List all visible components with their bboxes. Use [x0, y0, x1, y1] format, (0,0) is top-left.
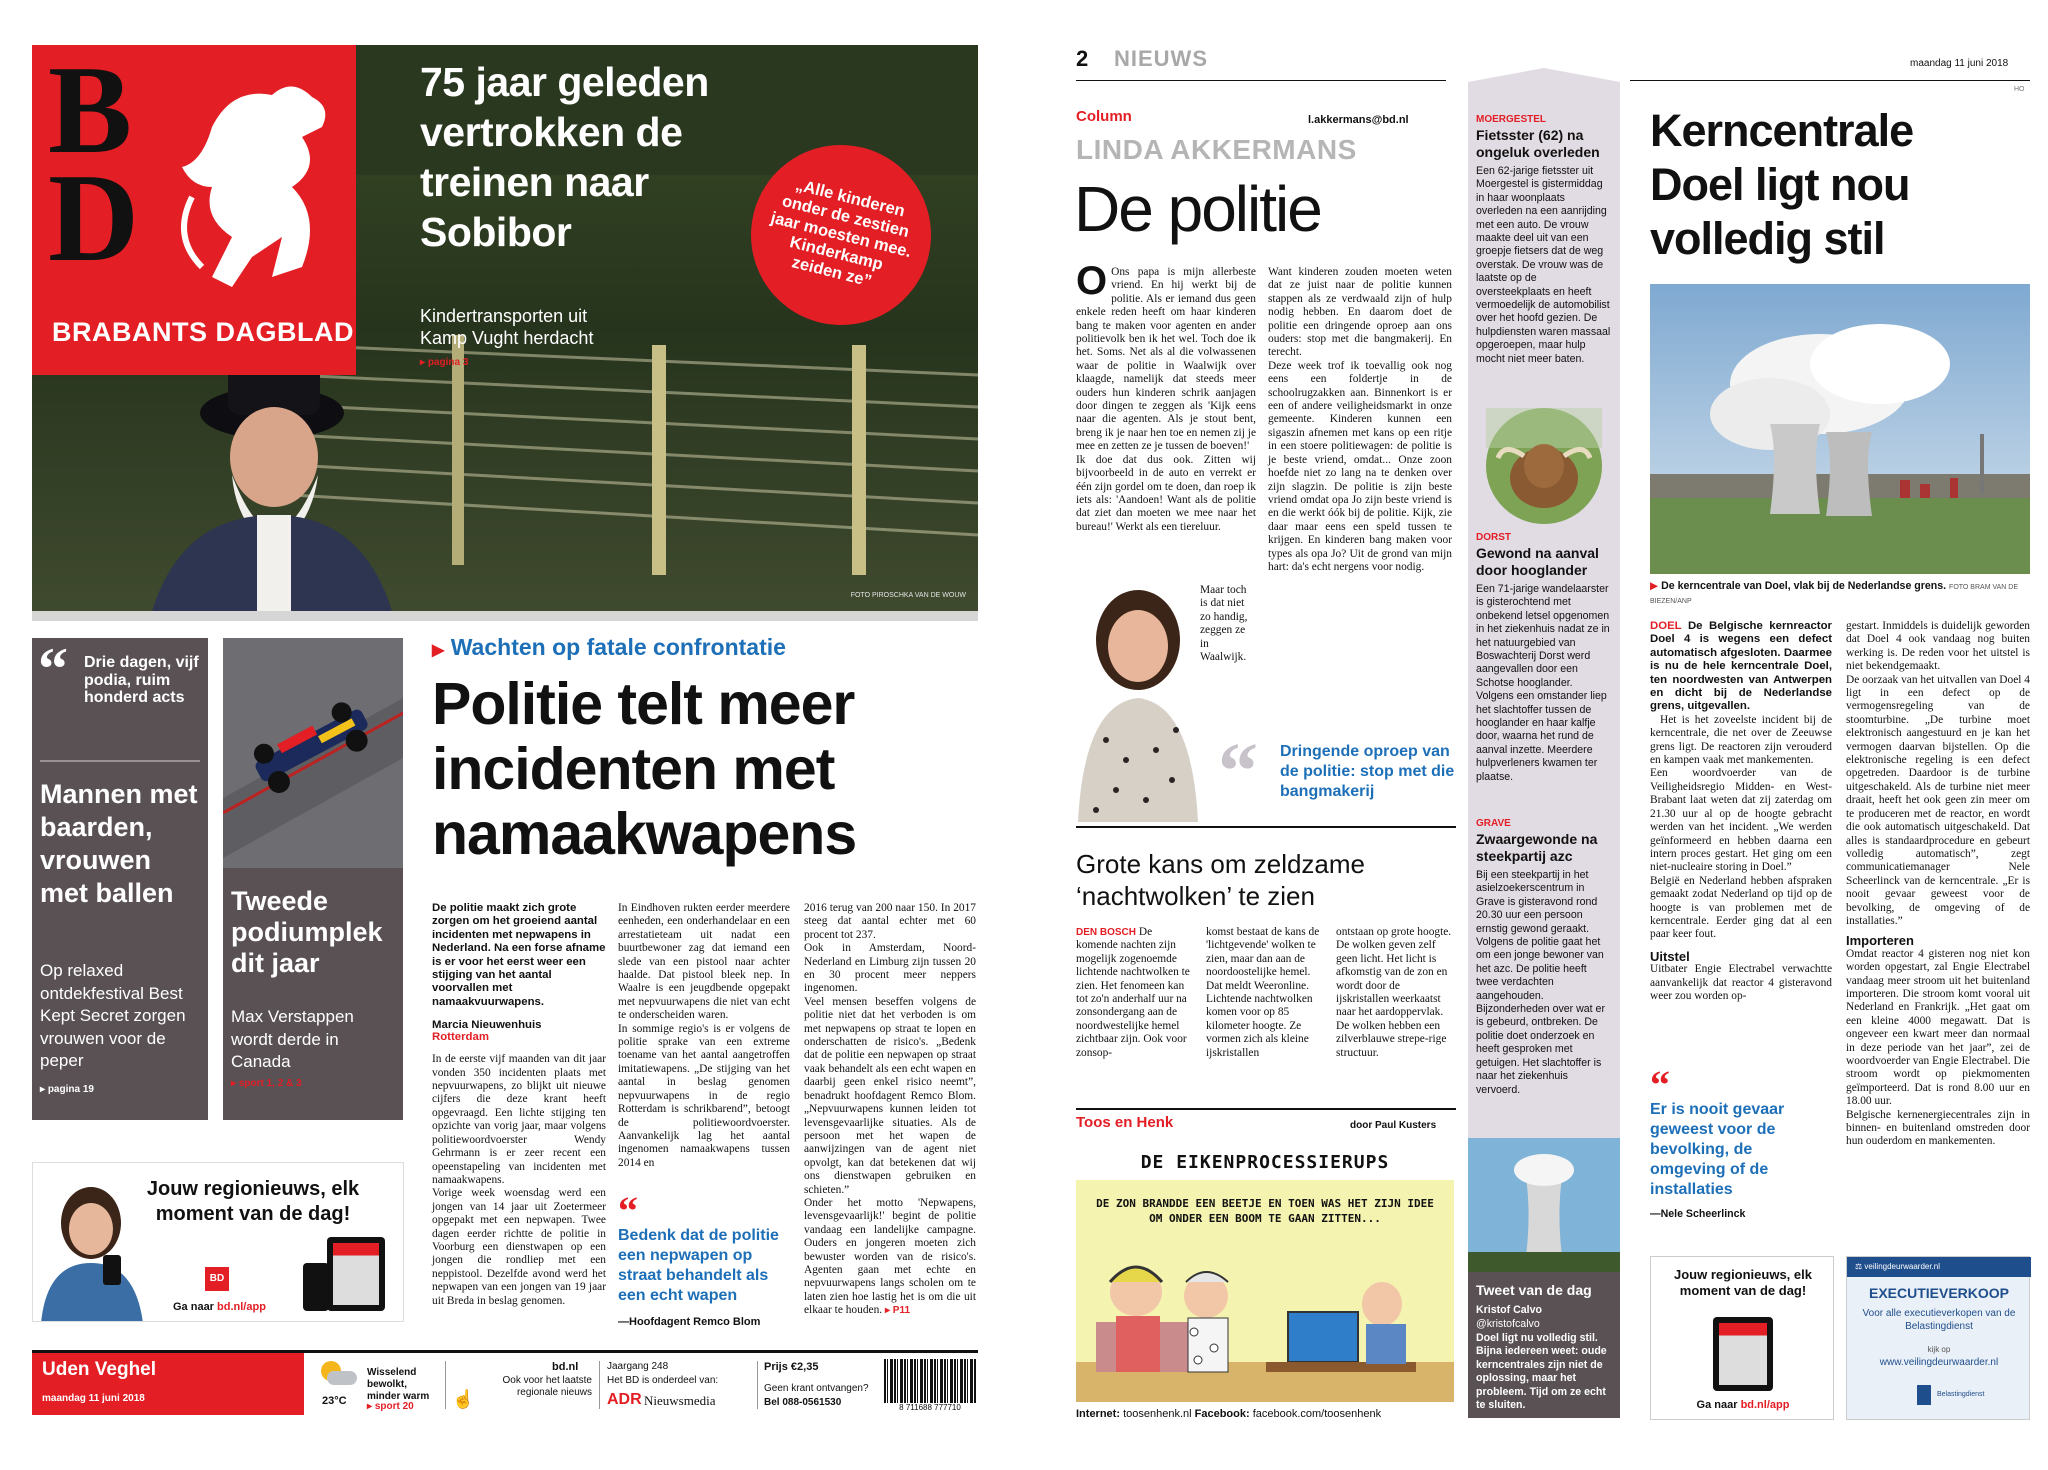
- doel-sub2: Importeren: [1846, 933, 1914, 949]
- news-sidebar: [1468, 60, 1620, 1418]
- main-col1: [432, 902, 606, 1308]
- brief-2[interactable]: [1476, 532, 1612, 784]
- teaser-festival-headline: Mannen met baarden, vrouwen met ballen: [40, 779, 198, 908]
- doel-sub2-text: Omdat reactor 4 gisteren nog niet kon worden opgestart, zal Engie Electrabel vandaag meer stroom uit het buitenland importeren. Die stroom komt vooral uit Nederland en Frankrijk. „Het gaat om een kleine 4000 megawatt. Dat is ongeveer een kwart meer dan normaal in deze periode van het jaar”, zei de woordvoerder van Engie Electrabel. Die stroom wordt op piekmomenten geïmporteerd. Dat is rond 8.00 uur en 18.00 uur. Belgische kernenergiecentrales zijn in binnen- en buitenland omstreden door hun ouderdom en mankementen.: [1846, 947, 2030, 1148]
- app-ad-small[interactable]: [1650, 1256, 1834, 1420]
- doel-headline: Kerncentrale Doel ligt nou volledig stil: [1650, 105, 1914, 264]
- main-location: Rotterdam: [432, 1031, 489, 1044]
- teaser-festival-text: Op relaxed ontdekfestival Best Kept Secret zorgen vrouwen voor de peper: [40, 961, 186, 1070]
- barcode-number: 8 711688 777710: [899, 1403, 961, 1412]
- column-body-col1-text: Ons papa is mijn allerbeste vriend. En hij werkt bij de politie. Als er iemand dus geen enkele reden heeft om haar kinderen bang te maken voor agenten en ander politievolk ben ik het wel. Toch doe ik het. Soms. Net als al die volwassenen waar de politie in Waalwijk over klaagde, namelijk dat steeds meer ouders hun kinderen schrik aanjagen door dingen te zeggen als 'Kijk eens naar die agenten. Als je stout bent, breng ik je naar hen toe en nemen zij je mee en zetten ze je tussen de boeven!' Ik doe dat dus ook. Zitten wij bijvoorbeeld in de auto en verrekt er één zijn gordel om te doen, dan roep ik iets als: 'Aandoen! Want als de politie dat ziet dan moeten we mee naar het bureau!' Werkt als een tiereluur.: [1076, 266, 1256, 533]
- tweet-handle: @kristofcalvo: [1476, 1318, 1540, 1330]
- doel-caption: [1650, 580, 2030, 608]
- doel-col2: [1846, 620, 2030, 1149]
- brief-1-place: MOERGESTEL: [1476, 114, 1547, 125]
- page-two: [1010, 0, 2048, 1470]
- main-byline: Marcia Nieuwenhuis: [432, 1019, 542, 1032]
- quote-icon: “: [38, 636, 68, 702]
- hero-page-ref[interactable]: ▸ pagina 3: [420, 357, 469, 368]
- tweet-label: Tweet van de dag: [1476, 1282, 1592, 1298]
- main-kicker: [432, 634, 786, 661]
- delivery-phone[interactable]: Bel 088-0561530: [764, 1397, 842, 1408]
- teaser-verstappen-headline: Tweede podiumplek dit jaar: [231, 886, 383, 978]
- app-ad-small-cta[interactable]: [1651, 1399, 1835, 1411]
- column-body-col2: Want kinderen zouden moeten weten dat ze juist naar de politie kunnen stappen als ze verdwaald zijn of hulp nodig hebben. En daarom doet de politie een dringende oproep aan ons ouders: stop met die bangmakerij. En terecht. Deze week trof ik toevallig ook nog eens een foldertje in de schoolrugzakken aan. Binnenkort is er een of andere veiligheidsmarkt in onze gemeente. Kinderen kunnen een sigaszin afnemen met kans op een ritje in een stoere politiewagen: de politie is je beste vriend, omdat... Onze zoon hoefde niet zo lang na te denken over zijn slagzin. De politie is zijn beste vriend omdat opa Jo zijn beste vriend is en die werkt óók bij de politie. Kijk, zie daar maar eens een speld tussen te krijgen. En kinderen bang maken voor types als opa Jo? Uit de grond van mijn hart: da's echt nergens voor nodig.: [1268, 266, 1452, 573]
- executieverkoop-ad[interactable]: [1846, 1256, 2030, 1420]
- price: Prijs €2,35: [764, 1361, 819, 1373]
- logo-letters: BD: [48, 45, 133, 288]
- column-body-col1-tail: Maar toch is dat niet zo handig, zeggen ze in Waalwijk.: [1200, 584, 1248, 664]
- front-page: [0, 0, 1000, 1470]
- weather-icon: [317, 1359, 357, 1389]
- group-text: Het BD is onderdeel van:: [607, 1375, 719, 1386]
- volume: Jaargang 248: [607, 1361, 669, 1372]
- app-ad-small-cta-prefix: Ga naar: [1696, 1399, 1738, 1411]
- column-label: Column: [1076, 108, 1132, 125]
- gavel-icon: ⚖: [1855, 1262, 1863, 1271]
- kicker-arrow-icon: ▶: [432, 642, 445, 659]
- app-ad-cta-link: bd.nl/app: [217, 1301, 266, 1313]
- weather-sport-ref-label: sport 20: [374, 1401, 414, 1412]
- cooling-tower-photo: [1468, 1138, 1620, 1272]
- edition-date: maandag 11 juni 2018: [42, 1393, 145, 1404]
- app-ad-phone: [303, 1263, 329, 1311]
- hero-page-ref-label: pagina 3: [427, 357, 469, 368]
- hero-headline: 75 jaar geleden vertrokken de treinen naar Sobibor: [420, 59, 709, 255]
- group-name: Nieuwsmedia: [644, 1393, 716, 1408]
- clouds-headline: Grote kans om zeldzame ‘nachtwolken’ te zien: [1076, 849, 1366, 911]
- app-ad-small-tablet: [1713, 1317, 1773, 1391]
- masthead-logo: [32, 45, 356, 375]
- site-text: Ook voor het laatste regionale nieuws: [502, 1375, 592, 1398]
- column-rule: [1076, 826, 1456, 828]
- brief-2-place: DORST: [1476, 532, 1511, 543]
- highlander-cow-photo: [1484, 406, 1604, 526]
- footer-sep-1: [445, 1361, 446, 1409]
- doel-caption-text: De kerncentrale van Doel, vlak bij de Nederlandse grens.: [1661, 580, 1947, 592]
- app-ad[interactable]: [32, 1162, 404, 1322]
- clouds-location: DEN BOSCH: [1076, 927, 1137, 938]
- nuclear-plant-photo: [1650, 284, 2030, 574]
- header-code: HO: [2014, 86, 2025, 93]
- comic-title: DE EIKENPROCESSIERUPS: [1140, 1152, 1390, 1173]
- tweet-author: Kristof Calvo: [1476, 1304, 1542, 1316]
- doel-sub1-text: Uitbater Engie Electrabel verwachtte aanvankelijk dat reactor 4 gisteravond weer zou worden op-: [1650, 963, 1832, 1002]
- comic-footer: [1076, 1408, 1381, 1420]
- exec-footer: Belastingdienst: [1937, 1391, 1985, 1398]
- teaser-festival-divider: [40, 760, 200, 762]
- hero-subhead: Kindertransporten uit Kamp Vught herdacht: [420, 306, 594, 348]
- main-page-ref[interactable]: ▸ P11: [884, 1305, 911, 1317]
- comic-footer-fb[interactable]: facebook.com/toosenhenk: [1252, 1408, 1382, 1420]
- comic-footer-site[interactable]: toosenhenk.nl: [1123, 1408, 1192, 1420]
- doel-lead: [1650, 620, 1832, 714]
- brief-1-headline: Fietsster (62) na ongeluk overleden: [1476, 127, 1600, 160]
- header-date: maandag 11 juni 2018: [1910, 58, 2009, 69]
- section-name: NIEUWS: [1114, 46, 1208, 71]
- caption-arrow-icon: ▶: [1650, 580, 1659, 592]
- hand-pointer-icon: ☝: [452, 1389, 475, 1409]
- weather-sport-ref: ▸ sport 20: [367, 1401, 414, 1412]
- columnist-photo: [1076, 580, 1200, 822]
- teaser-festival-quote: Drie dagen, vijf podia, ruim honderd acts: [84, 654, 199, 706]
- brief-3-headline: Zwaargewonde na steekpartij azc: [1476, 831, 1598, 864]
- doel-col1: [1650, 620, 1832, 1003]
- dropcap: O: [1076, 259, 1108, 303]
- main-body-col1: In de eerste vijf maanden van dit jaar vonden 350 incidenten plaats met nepvuurwapens, zo blijkt uit nieuwe cijfers die deze krant heeft opgevraagd. Een lichte stijging ten opzichte van vorig jaar, maar volgens politiewoordvoerster Wendy Gehrmann is er zeer recent een opeenstapeling van incidenten met namaakwapens. Vorige week woensdag werd een jongen van 14 jaar uit Zoetermeer opgepakt met een nepwapen. Twee dagen eerder richtte de politie in Voorburg een dienstwapen op een jongen die rondliep met een neppistool. Dezelfde avond werd het nepwapen van een jongen van 19 jaar uit Breda in beslag genomen.: [432, 1053, 606, 1307]
- exec-site-bar: [1847, 1257, 2031, 1277]
- brief-2-headline: Gewond na aanval door hooglander: [1476, 545, 1599, 578]
- tweet-text: Doel ligt nu volledig stil. Bijna iedereen weet: oude kerncentrales zijn niet de oplossing, maar het probleem. Tijd om ze echt te sluiten.: [1476, 1332, 1607, 1412]
- header-rule-right: [1630, 80, 2030, 81]
- weather-temp: 23°C: [322, 1395, 347, 1407]
- delivery-question: Geen krant ontvangen?: [764, 1383, 869, 1394]
- app-ad-bd-icon: BD: [205, 1267, 229, 1291]
- doel-pullquote-text: Er is nooit gevaar geweest voor de bevolking, de omgeving of de installaties: [1650, 1101, 1785, 1198]
- exec-link-label: kijk op: [1927, 1345, 1951, 1354]
- main-pullquote: [618, 1188, 790, 1328]
- column-title: De politie: [1074, 173, 1321, 245]
- doel-location: DOEL: [1650, 620, 1682, 632]
- header-rule-left: [1076, 80, 1446, 81]
- tweet-block: [1468, 1138, 1620, 1418]
- exec-link[interactable]: www.veilingdeurwaarder.nl: [1879, 1357, 1999, 1368]
- brief-2-text: Een 71-jarige wandelaarster is gisterochtend met onbekend letsel opgenomen in het ziekenhuis nadat ze in het natuurgebied van Boswachterij Dorst werd aangevallen door een Schotse hooglander. Volgens een omstander liep het slachtoffer tussen de hooglander en haar kalfje door, waarna het rund de aanval inzette. Meerdere hulpverleners kwamen ter plaatse.: [1476, 583, 1610, 783]
- doel-photo-credit: FOTO BRAM VAN DE BIEZEN/ANP: [1650, 584, 2019, 605]
- doel-col2-text: gestart. Inmiddels is duidelijk geworden dat Doel 4 ook vandaag nog buiten werking is. De reden voor het uitstel is niet bekendgemaakt. De oorzaak van het uitvallen van Doel 4 ligt in een defect op de vermogensregeling van de stoomturbine. „De turbine moet elektronisch aangestuurd en je kan het vermogen daarvan bijstellen. Op die elektronische regeling is een defect opgetreden. Daardoor is de turbine uitgeschakeld. Als de turbine niet meer draait, heeft het ook geen zin meer om te produceren met de reactor, en wordt die ook automatisch uitgeschakeld. Dat alles is standaardprocedure en gebeurt volledig automatisch”, zegt communicatiemanager Nele Scheerlinck van de kerncentrale. „Er is nooit gevaar geweest voor de bevolking, de omgeving of de installaties.”: [1846, 620, 2030, 927]
- hero-divider: [32, 611, 978, 621]
- brief-1[interactable]: [1476, 114, 1612, 366]
- app-ad-cta-prefix: Ga naar: [173, 1301, 214, 1313]
- doel-col1-text: Het is het zoveelste incident bij de kerncentrale, die net over de Zeeuwse grens ligt. De reactoren zijn verouderd en kampen vaak met mankementen. Een woordvoerder van de Veiligheidsregio Midden- en West-Brabant laat weten dat zij zaterdag om 21.30 uur al op de hoogte gebracht werden van het incident. „We werden geïnformeerd en hebben daarna een intern proces gestart. Het ging om een niet-nucleaire storing in Doel.” België en Nederland hebben afspraken gemaakt zodat Nederland op tijd op de hoogte is van problemen met de kerncentrale. Eerder ging dat al een paar keer fout.: [1650, 713, 1832, 941]
- column-author: LINDA AKKERMANS: [1076, 134, 1357, 165]
- brief-3[interactable]: [1476, 818, 1612, 1097]
- app-ad-small-headline: Jouw regionieuws, elk moment van de dag!: [1674, 1267, 1812, 1298]
- sidebar-top-notch: [1468, 60, 1620, 82]
- comic-label: Toos en Henk: [1076, 1114, 1174, 1131]
- main-body-col3: [804, 902, 976, 1318]
- exec-site: veilingdeurwaarder.nl: [1864, 1262, 1941, 1271]
- column-body-col1: [1076, 259, 1256, 534]
- lion-icon: [172, 67, 342, 297]
- footer-sep-3: [757, 1361, 758, 1409]
- pullquote-icon: “: [618, 1188, 638, 1233]
- main-kicker-text: Wachten op fatale confrontatie: [450, 634, 786, 660]
- quote-badge-text: „Alle kinderen onder de zestien jaar moesten mee. Kinderkamp zeiden ze”: [769, 175, 914, 290]
- f1-car-photo: [223, 638, 403, 868]
- doel-pullquote: [1650, 1062, 1832, 1220]
- teaser-verstappen-page-ref: ▸ sport 1, 2 & 3: [231, 1078, 302, 1089]
- comic-drawing: [1076, 1252, 1454, 1402]
- teaser-verstappen-page-ref-label: sport 1, 2 & 3: [238, 1078, 302, 1089]
- clouds-col1: [1076, 926, 1194, 1060]
- doel-pullquote-by: —Nele Scheerlinck: [1650, 1208, 1746, 1220]
- main-body-col2: In Eindhoven rukten eerder meerdere eenheden, een onderhandelaar en een arrestatieteam uit nadat een buurtbewoner zag dat iemand een slede van een pistool naar achter haalde. Dat pistool bleek nep. In Waalre is een jeugdbende opgepakt met nepvuurwapens die niet van echt te onderscheiden waren. In sommige regio's is er volgens de politie sprake van een extreme toename van het aantal aangetroffen imitatiewapens. „De stijging van het aantal in beslag genomen nepvuurwapens in de regio Rotterdam is schrikbarend”, betoogt de politiewoordvoerster. Aanvankelijk lag het aantal ingenomen namaakwapens tussen 2014 en: [618, 902, 790, 1169]
- edition-block: [32, 1353, 304, 1415]
- main-headline: Politie telt meer incidenten met namaakwapens: [432, 671, 857, 867]
- main-lead: De politie maakt zich grote zorgen om het groeiend aantal incidenten met nepwapens in Nederland. Na een forse afname is er voor het eerst weer een stijging van het aantal voorvallen met namaakvuurwapens.: [432, 902, 606, 1008]
- column-email[interactable]: l.akkermans@bd.nl: [1308, 114, 1409, 126]
- clouds-rule: [1076, 1108, 1456, 1110]
- comic-footer-label1: Internet:: [1076, 1408, 1120, 1420]
- footer-bar: [32, 1350, 978, 1412]
- weather-text: Wisselend bewolkt, minder warm: [367, 1367, 430, 1402]
- doel-sub1: Uitstel: [1650, 948, 1690, 964]
- clouds-col2: komst bestaat de kans de 'lichtgevende' wolken te zien, maar dan aan de noordoostelijke hemel. Dat meldt Weeronline. Lichtende nachtwolken komen voor op 85 kilometer hoogte. Ze vormen zich als kleine ijskristallen: [1206, 926, 1320, 1059]
- comic-dialogue: DE ZON BRANDDE EEN BEETJE EN TOEN WAS HET ZIJN IDEE OM ONDER EEN BOOM TE GAAN ZITTEN...: [1096, 1197, 1434, 1225]
- main-pullquote-text: Bedenk dat de politie een nepwapen op straat behandelt als een echt wapen: [618, 1227, 779, 1304]
- doel-pullquote-icon: “: [1650, 1062, 1670, 1107]
- doel-lead-text: De Belgische kernreactor Doel 4 is wegens een defect automatisch afgesloten. Daarmee is nu de hele kerncentrale Doel, ten noordwesten van Antwerpen en dicht bij de Nederlandse grens, uitgevallen.: [1650, 620, 1832, 713]
- brief-3-place: GRAVE: [1476, 818, 1511, 829]
- comic-footer-label2: Facebook:: [1194, 1408, 1250, 1420]
- app-ad-headline: Jouw regionieuws, elk moment van de dag!: [146, 1178, 360, 1225]
- brief-3-text: Bij een steekpartij in het asielzoekerscentrum in Grave is gisteravond rond 20.30 uur een persoon ernstig gewond geraakt. Volgens de politie gaat het om een jonge bewoner van het azc. De politie heeft twee verdachten aangehouden. Bijzonderheden over wat er is gebeurd, ontbreken. De politie doet onderzoek en heeft gesproken met getuigen. Het slachtoffer is naar het ziekenhuis vervoerd.: [1476, 869, 1605, 1096]
- app-ad-small-cta-link: bd.nl/app: [1740, 1399, 1790, 1411]
- page-number: 2: [1076, 46, 1089, 71]
- footer-sep-2: [599, 1361, 600, 1409]
- pullquote-icon-grey: “: [1218, 728, 1258, 816]
- clouds-col3: ontstaan op grote hoogte. De wolken geven zelf geen licht. Het licht is afkomstig van de zon en wordt door de ijskristallen weerkaatst naar het aardoppervlak. De wolken hebben een zilverblauwe strepe-rige structuur.: [1336, 926, 1452, 1059]
- site-link[interactable]: bd.nl: [552, 1361, 579, 1373]
- comic-panel: [1076, 1180, 1454, 1402]
- crown-icon: [1917, 1385, 1931, 1405]
- column-pullquote-text: Dringende oproep van de politie: stop met die bangmakerij: [1280, 743, 1455, 800]
- main-body-col3-text: 2016 terug van 200 naar 150. In 2017 steeg dat aantal echter met 60 procent tot 237. Ook in Amsterdam, Noord-Nederland en Limburg zijn tussen 20 en 30 procent meer neppers ingenomen. Veel mensen beseffen volgens de politie niet dat het verboden is om met nepwapens op straat te lopen en onderschatten de risico's. „Bedenk dat de politie een nepwapen op straat vaak behandelt als een echt wapen en daarbij geen enkel risico neemt”, benadrukt hoofdagent Remco Blom. „Nepvuurwapens kunnen leiden tot levensgevaarlijke situaties. Als de persoon met het wapen de aanwijzingen van de agent niet opvolgt, kan dat betekenen dat wij ons dienstwapen gebruiken en schieten.” Onder het motto 'Nepwapens, levensgevaarlijk!' begint de politie vandaag een landelijke campagne. Ouders en jongeren moeten zich bewuster worden van de risico's. Agenten gaan met echte en nepvuurwapens langs scholen om te laten zien hoe lastig het is om die uit elkaar te houden.: [804, 902, 976, 1317]
- main-pullquote-by: —Hoofdagent Remco Blom: [618, 1316, 761, 1328]
- app-ad-tablet: [327, 1237, 385, 1311]
- teaser-festival-page-ref-label: pagina 19: [47, 1084, 94, 1095]
- teaser-festival-page-ref: ▸ pagina 19: [40, 1084, 94, 1095]
- exec-text: Voor alle executieverkopen van de Belastingdienst: [1862, 1308, 2016, 1332]
- teaser-verstappen-text: Max Verstappen wordt derde in Canada: [231, 1007, 354, 1071]
- exec-title: EXECUTIEVERKOOP: [1868, 1285, 2010, 1301]
- teaser-verstappen[interactable]: [223, 638, 403, 1120]
- masthead-name: BRABANTS DAGBLAD: [52, 317, 354, 347]
- main-page-ref-label: P11: [892, 1305, 911, 1317]
- group-logo: ADR: [607, 1391, 642, 1408]
- app-ad-cta[interactable]: [173, 1301, 266, 1313]
- teaser-festival[interactable]: [32, 638, 208, 1120]
- hero-photo-credit: FOTO PIROSCHKA VAN DE WOUW: [850, 592, 966, 599]
- edition-name: Uden Veghel: [42, 1359, 157, 1380]
- comic-author: door Paul Kusters: [1350, 1120, 1437, 1131]
- barcode: [884, 1359, 976, 1403]
- brief-1-text: Een 62-jarige fietsster uit Moergestel is gistermiddag in haar woonplaats overleden na een aanrijding met een auto. De vrouw maakte deel uit van een groepje fietsers dat de weg overstak. De vrouw was de laatste op de oversteekplaats en heeft vermoedelijk de automobilist over het hoofd gezien. De hulpdiensten waren massaal opgeroepen, maar hulp mocht niet meer baten.: [1476, 165, 1611, 365]
- hero-block: [32, 45, 978, 611]
- clouds-col1-text: De komende nachten zijn mogelijk zogenoemde lichtende nachtwolken te zien. Het fenomeen kan tot zo'n anderhalf uur na zonsondergang aan de noordwestelijke hemel zichtbaar zijn. Ook voor zonsop-: [1076, 926, 1190, 1059]
